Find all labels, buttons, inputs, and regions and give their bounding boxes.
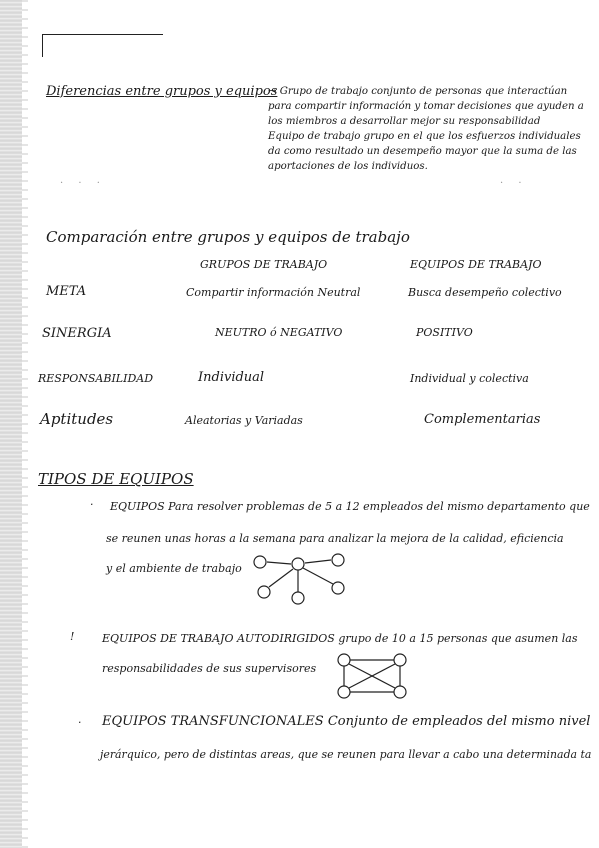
row-label-sinergia: SINERGIA — [42, 326, 112, 341]
row-aptitudes-equipos: Complementarias — [424, 412, 541, 427]
column-header-equipos: EQUIPOS DE TRABAJO — [410, 258, 542, 271]
comparison-title: Comparación entre grupos y equipos de trabajo — [46, 228, 410, 246]
tipo-2-line-2: responsabilidades de sus supervisores — [102, 662, 317, 675]
square-network-diagram — [336, 652, 408, 700]
tipos-heading: TIPOS DE EQUIPOS — [38, 470, 194, 488]
tipo-3-line-2: jerárquico, pero de distintas areas, que se reunen para llevar a cabo una determinada ta — [100, 748, 592, 761]
column-header-grupos: GRUPOS DE TRABAJO — [200, 258, 328, 271]
faint-dots: · · — [500, 178, 528, 189]
faint-dots: · · · — [60, 178, 106, 189]
definitions-note — [268, 84, 584, 174]
page-binding-holes — [22, 0, 28, 848]
corner-box-mark — [42, 34, 163, 57]
topic-heading: Diferencias entre grupos y equipos — [46, 84, 278, 99]
row-label-aptitudes: Aptitudes — [40, 410, 114, 428]
circle-network-diagram — [250, 548, 360, 606]
tipo-2-line-1: EQUIPOS DE TRABAJO AUTODIRIGIDOS grupo de 10 a 15 personas que asumen las — [102, 632, 578, 645]
row-responsabilidad-grupos: Individual — [198, 370, 265, 385]
row-meta-equipos: Busca desempeño colectivo — [408, 286, 562, 299]
tipo-3-line-1: EQUIPOS TRANSFUNCIONALES Conjunto de empleados del mismo nivel — [102, 714, 591, 729]
row-sinergia-grupos: NEUTRO ó NEGATIVO — [215, 326, 343, 339]
tipo-1-line-3: y el ambiente de trabajo — [106, 562, 242, 575]
row-aptitudes-grupos: Aleatorias y Variadas — [185, 414, 303, 427]
definition-equipo: Equipo de trabajo grupo en el que los esfuerzos individuales da como resultado un desempeño mayor que la suma de las aportaciones de los individuos. — [268, 131, 581, 172]
row-responsabilidad-equipos: Individual y colectiva — [410, 372, 529, 385]
tipo-1-line-1: EQUIPOS Para resolver problemas de 5 a 12 empleados del mismo departamento que — [110, 500, 590, 513]
row-label-responsabilidad: RESPONSABILIDAD — [38, 372, 154, 385]
row-label-meta: META — [46, 284, 87, 299]
row-meta-grupos: Compartir información Neutral — [186, 286, 361, 299]
tipo-2-marker: ! — [70, 630, 75, 643]
page-binding-edge — [0, 0, 22, 848]
tipo-1-marker: · — [90, 498, 94, 511]
row-sinergia-equipos: POSITIVO — [416, 326, 473, 339]
tipo-3-marker: · — [78, 716, 82, 729]
tipo-1-line-2: se reunen unas horas a la semana para analizar la mejora de la calidad, eficiencia — [106, 532, 564, 545]
definition-grupo: → Grupo de trabajo conjunto de personas que interactúan para compartir información y tomar decisiones que ayuden a los miembros a desarrollar mejor su responsabilidad — [268, 86, 584, 127]
